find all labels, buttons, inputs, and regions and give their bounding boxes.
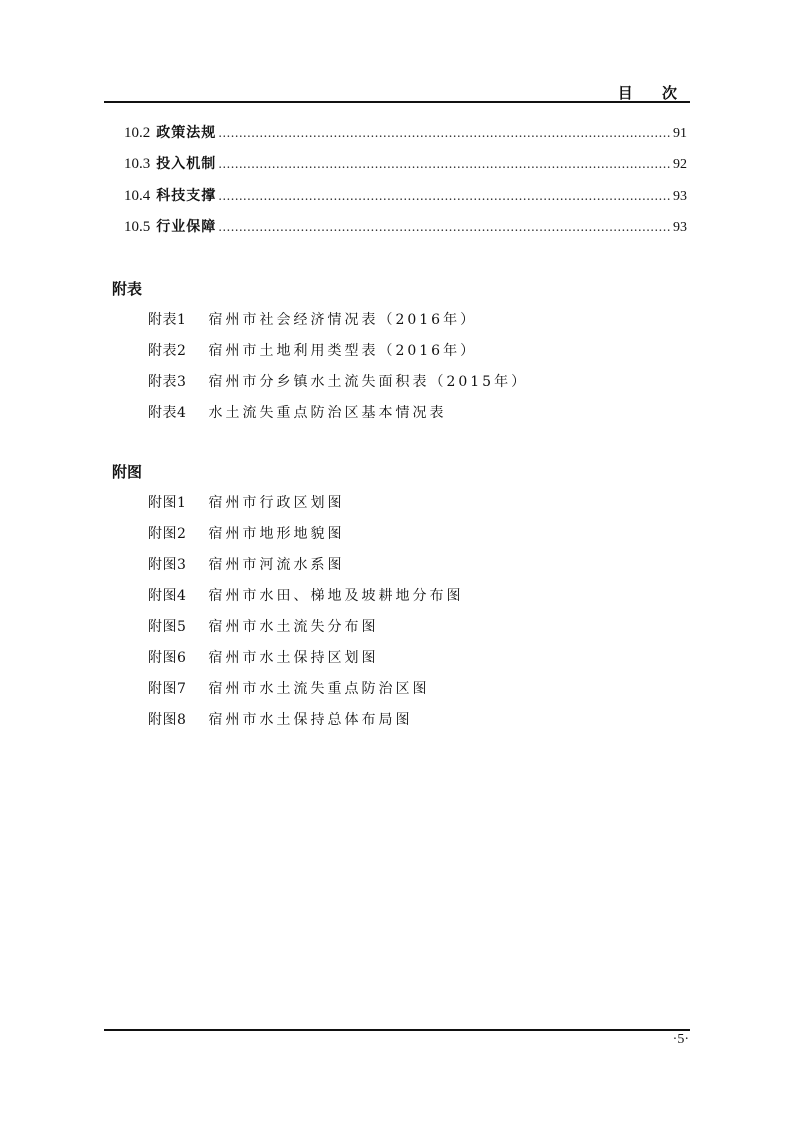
appendix-table-label: 附表1 xyxy=(148,312,187,328)
toc-entry-page: 93 xyxy=(673,188,687,204)
toc-leader-dots xyxy=(218,181,671,212)
toc-entry-page: 92 xyxy=(673,157,687,173)
appendix-figure-label: 附图2 xyxy=(148,526,187,542)
toc-entry[interactable] xyxy=(124,149,687,180)
appendix-figure-item[interactable] xyxy=(148,519,668,550)
appendix-table-label: 附表4 xyxy=(148,405,187,421)
toc-entry[interactable] xyxy=(124,118,687,149)
appendix-figure-label: 附图8 xyxy=(148,712,187,728)
toc-entry-title: 政策法规 xyxy=(156,125,217,141)
appendix-figure-item[interactable] xyxy=(148,643,668,674)
appendix-figures-heading: 附图 xyxy=(112,463,143,481)
toc-entry-title: 科技支撑 xyxy=(156,187,217,204)
appendix-figure-text: 宿州市水土流失重点防治区图 xyxy=(208,681,430,697)
toc-entry-number: 10.4 xyxy=(124,187,151,204)
footer-rule xyxy=(104,1029,690,1031)
appendix-figure-label: 附图7 xyxy=(148,681,187,697)
appendix-figure-label: 附图1 xyxy=(148,495,187,511)
toc-entry-number: 10.3 xyxy=(124,156,151,173)
toc-entry[interactable] xyxy=(124,212,687,243)
page-number: ·5· xyxy=(672,1032,689,1047)
appendix-table-label: 附表2 xyxy=(148,343,187,359)
toc-list xyxy=(124,118,687,243)
appendix-tables-list xyxy=(148,305,668,429)
appendix-figure-item[interactable] xyxy=(148,705,668,736)
appendix-figure-text: 宿州市水土保持区划图 xyxy=(208,650,379,666)
appendix-figure-text: 宿州市地形地貌图 xyxy=(208,526,345,542)
appendix-figure-item[interactable] xyxy=(148,550,668,581)
header-rule xyxy=(104,101,690,103)
appendix-figure-label: 附图6 xyxy=(148,650,187,666)
appendix-table-item[interactable] xyxy=(148,336,668,367)
appendix-figure-item[interactable] xyxy=(148,488,668,519)
toc-entry-page: 91 xyxy=(673,126,687,141)
toc-entry-number: 10.5 xyxy=(124,218,151,235)
appendix-figure-text: 宿州市河流水系图 xyxy=(208,557,345,573)
toc-entry[interactable] xyxy=(124,181,687,212)
appendix-table-text: 宿州市分乡镇水土流失面积表（2015年） xyxy=(208,374,529,390)
appendix-figure-label: 附图3 xyxy=(148,557,187,573)
appendix-figure-text: 宿州市行政区划图 xyxy=(208,495,345,511)
header-title: 目 次 xyxy=(617,84,689,102)
appendix-table-item[interactable] xyxy=(148,398,668,429)
appendix-table-text: 宿州市社会经济情况表（2016年） xyxy=(208,312,478,328)
appendix-figure-text: 宿州市水土流失分布图 xyxy=(208,619,379,635)
appendix-tables-heading: 附表 xyxy=(112,280,143,298)
toc-entry-title: 投入机制 xyxy=(156,156,217,173)
appendix-figure-text: 宿州市水土保持总体布局图 xyxy=(208,712,413,728)
appendix-table-label: 附表3 xyxy=(148,374,187,390)
appendix-figure-item[interactable] xyxy=(148,612,668,643)
toc-entry-number: 10.2 xyxy=(124,125,151,141)
appendix-table-text: 宿州市土地利用类型表（2016年） xyxy=(208,343,478,359)
toc-leader-dots xyxy=(218,212,671,243)
appendix-figure-item[interactable] xyxy=(148,674,668,705)
toc-entry-title: 行业保障 xyxy=(156,218,217,235)
appendix-table-text: 水土流失重点防治区基本情况表 xyxy=(208,405,447,421)
appendix-figure-label: 附图5 xyxy=(148,619,187,635)
toc-leader-dots xyxy=(218,118,671,149)
appendix-figure-item[interactable] xyxy=(148,581,668,612)
appendix-figure-label: 附图4 xyxy=(148,588,187,604)
appendix-figures-list xyxy=(148,488,668,736)
toc-entry-page: 93 xyxy=(673,219,687,235)
toc-leader-dots xyxy=(218,149,671,180)
appendix-figure-text: 宿州市水田、梯地及坡耕地分布图 xyxy=(208,588,464,604)
appendix-table-item[interactable] xyxy=(148,305,668,336)
appendix-table-item[interactable] xyxy=(148,367,668,398)
